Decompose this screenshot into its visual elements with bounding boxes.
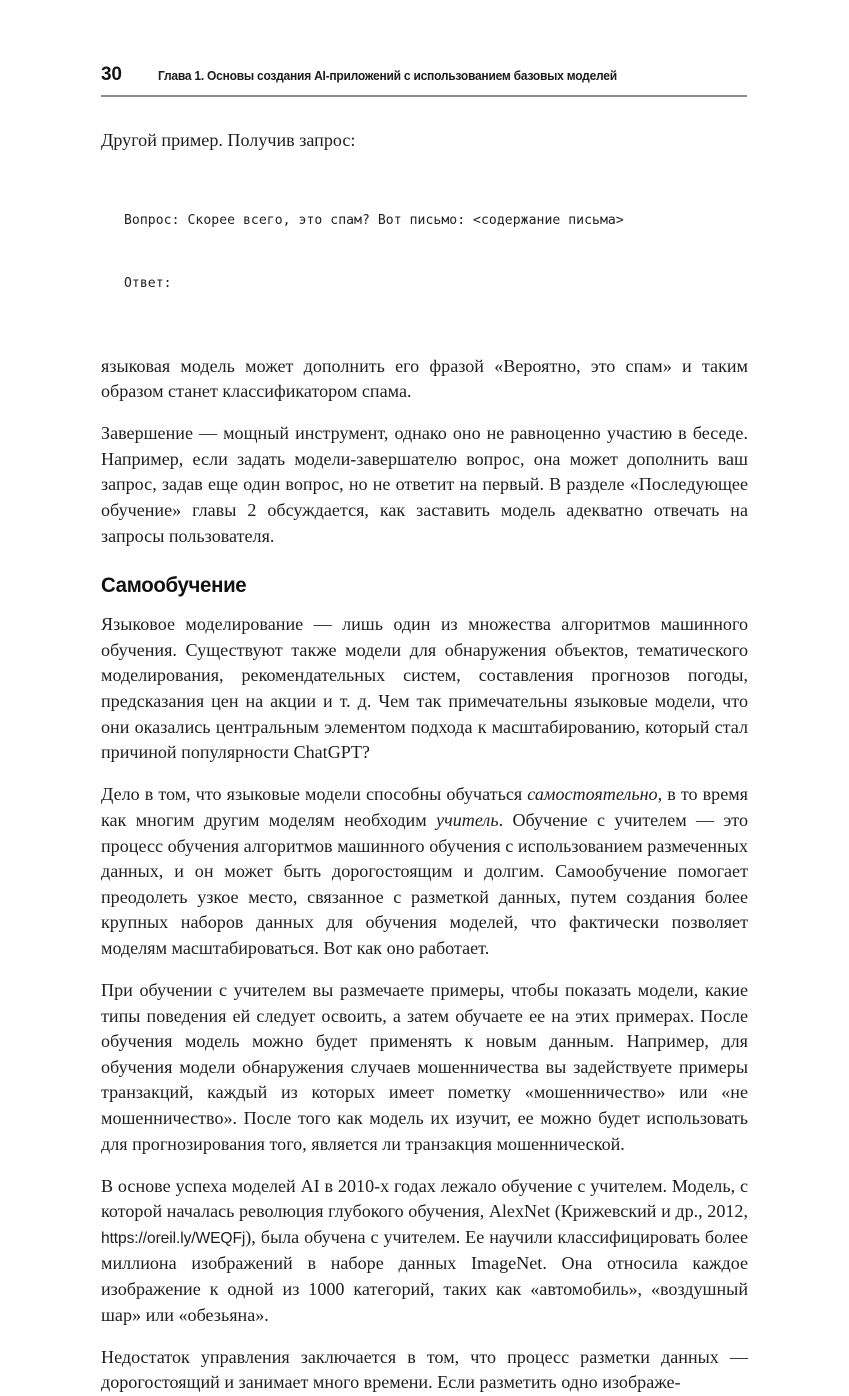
chapter-title: Глава 1. Основы создания AI-приложений с использованием базовых моделей <box>158 69 617 83</box>
paragraph-supervised-learning: При обучении с учителем вы размечаете примеры, чтобы показать модели, какие типы поведения ей следует освоить, а затем обучаете ее на этих примерах. После обучения модель можно будет применять к новым данным. Например, для обучения модели обнаружения случаев мошенничества вы задействуете примеры транзакций, каждый из которых имеет пометку «мошенничество» или «не мошенничество». После того как модель их изучит, ее можно будет использовать для прогнозирования того, является ли транзакция мошеннической. <box>101 979 748 1154</box>
header-divider <box>101 95 747 97</box>
text-column <box>101 128 748 1396</box>
emphasis-samostoyatelno: самостоятельно <box>527 784 658 805</box>
paragraph-after-code: языковая модель может дополнить его фразой «Вероятно, это спам» и таким образом станет классификатором спама. <box>101 355 748 402</box>
reference-url[interactable]: https://oreil.ly/WEQFj <box>101 1229 246 1247</box>
paragraph-language-modeling: Языковое моделирование — лишь один из множества алгоритмов машинного обучения. Существуют также модели для обнаружения объектов, тематического моделирования, рекомендательных систем, составления прогнозов погоды, предсказания цен на акции и т. д. Чем так примечательны языковые модели, что они оказались центральным элементом подхода к масштабированию, который стал причиной популярности ChatGPT? <box>101 614 748 763</box>
text-fragment: , в то время как многим другим моделям необходим <box>101 784 749 830</box>
paragraph-completion: Завершение — мощный инструмент, однако оно не равноценно участию в беседе. Например, если задать модели-завершателю вопрос, она может дополнить ваш запрос, задав еще один вопрос, но не ответит на первый. В разделе «Последующее обучение» главы 2 обсуждается, как заставить модель адекватно отвечать на запросы пользователя. <box>101 423 748 546</box>
text-fragment: ), была обучена с учителем. Ее научили классифицировать более миллиона изображений в наборе данных ImageNet. Она относила каждое изображение к одной из 1000 категорий, таких как «автомобиль», «воздушный шар» или «обезьяна». <box>101 1226 748 1325</box>
code-line-question: Вопрос: Скорее всего, это спам? Вот письмо: <содержание письма> <box>124 212 624 228</box>
prompt-code-block <box>101 168 748 336</box>
running-header <box>101 64 747 86</box>
text-fragment: Дело в том, что языковые модели способны обучаться <box>101 784 528 805</box>
text-fragment: В основе успеха моделей AI в 2010-х годах лежало обучение с учителем. Модель, с которой началась революция глубокого обучения, AlexNet (Крижевский и др., 2012, <box>101 1175 748 1222</box>
paragraph-alexnet <box>101 1174 748 1329</box>
paragraph-self-learning <box>101 782 748 961</box>
emphasis-uchitel: учитель <box>436 809 499 830</box>
paragraph-drawback: Недостаток управления заключается в том, что процесс разметки данных — дорогостоящий и занимает много времени. Если разметить одно изображе- <box>101 1346 748 1393</box>
page-number: 30 <box>101 64 122 85</box>
text-fragment: . Обучение с учителем — это процесс обучения алгоритмов машинного обучения с использованием размеченных данных, и он может быть дорогостоящим и долгим. Самообучение помогает преодолеть узкое место, связанное с разметкой данных, путем создания более крупных наборов данных для обучения моделей, что фактически позволяет моделям масштабироваться. Вот как оно работает. <box>101 809 748 958</box>
heading-self-supervision: Самообучение <box>101 573 247 598</box>
paragraph-lead: Другой пример. Получив запрос: <box>101 130 356 150</box>
code-line-answer: Ответ: <box>124 275 172 291</box>
